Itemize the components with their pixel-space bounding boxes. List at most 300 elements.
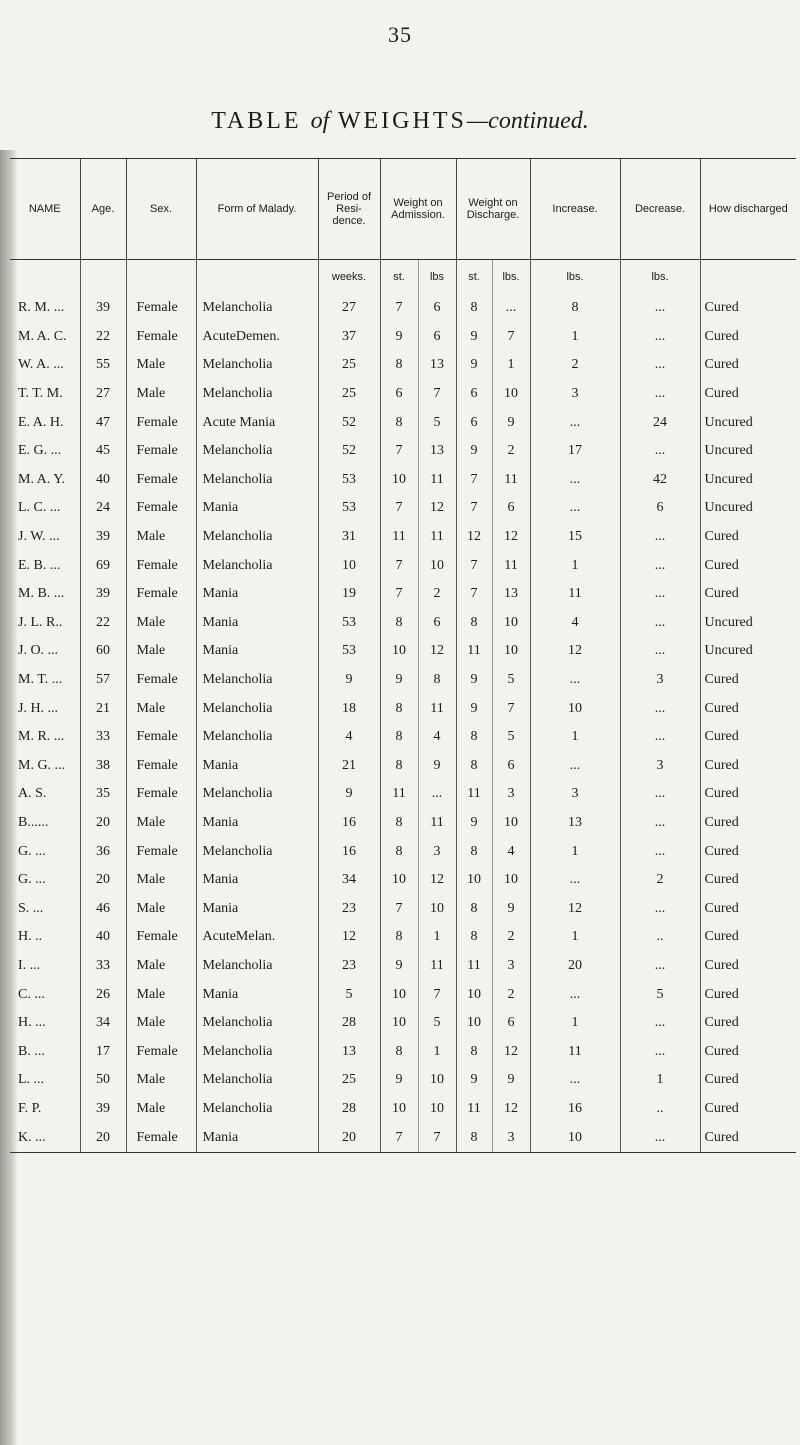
cell-how: Cured (700, 952, 796, 981)
cell-how: Cured (700, 523, 796, 552)
cell-dis-lbs: 10 (492, 866, 530, 895)
cell-adm-st: 9 (380, 666, 418, 695)
cell-age: 57 (80, 666, 126, 695)
cell-how: Cured (700, 980, 796, 1009)
cell-sex: Male (126, 809, 196, 838)
cell-sex: Female (126, 1037, 196, 1066)
cell-dis-lbs: 2 (492, 923, 530, 952)
cell-dis-lbs: 5 (492, 666, 530, 695)
cell-increase: 20 (530, 952, 620, 981)
table-row (10, 323, 796, 352)
cell-adm-lbs: 5 (418, 1009, 456, 1038)
cell-increase: 1 (530, 551, 620, 580)
cell-dis-st: 11 (456, 637, 492, 666)
title-continued: —continued. (466, 108, 589, 134)
cell-sex: Male (126, 866, 196, 895)
cell-name: M. R. ... (18, 729, 65, 745)
cell-age: 33 (80, 952, 126, 981)
cell-form: Melancholia (196, 551, 318, 580)
cell-adm-st: 6 (380, 380, 418, 409)
cell-period: 9 (318, 780, 380, 809)
cell-increase: 13 (530, 809, 620, 838)
cell-increase: 11 (530, 1037, 620, 1066)
cell-name: M. G. ... (18, 757, 66, 773)
cell-sex: Male (126, 952, 196, 981)
cell-dis-lbs: 4 (492, 837, 530, 866)
cell-adm-lbs: 10 (418, 1095, 456, 1124)
cell-age: 39 (80, 523, 126, 552)
cell-name: T. T. M. (18, 386, 63, 402)
cell-adm-lbs: 7 (418, 1123, 456, 1152)
cell-dis-st: 8 (456, 837, 492, 866)
weights-table (10, 158, 796, 1153)
table-row (10, 980, 796, 1009)
cell-decrease: 1 (620, 1066, 700, 1095)
cell-adm-st: 8 (380, 609, 418, 638)
unit-adm-lbs: lbs (418, 260, 456, 295)
cell-how: Cured (700, 1009, 796, 1038)
cell-name: M. T. ... (18, 672, 63, 688)
cell-increase: 1 (530, 723, 620, 752)
cell-dis-st: 12 (456, 523, 492, 552)
cell-sex: Male (126, 609, 196, 638)
page-number: 35 (388, 22, 412, 47)
cell-how: Cured (700, 323, 796, 352)
cell-decrease: .. (620, 1095, 700, 1124)
cell-form: Mania (196, 752, 318, 781)
cell-dis-lbs: 12 (492, 1095, 530, 1124)
cell-how: Uncured (700, 466, 796, 495)
cell-age: 20 (80, 809, 126, 838)
cell-dis-st: 10 (456, 866, 492, 895)
cell-name: M. A. C. (18, 328, 67, 344)
cell-sex: Male (126, 1066, 196, 1095)
cell-dis-st: 8 (456, 294, 492, 323)
cell-dis-st: 10 (456, 980, 492, 1009)
cell-age: 46 (80, 894, 126, 923)
cell-form: Mania (196, 1123, 318, 1152)
cell-decrease: .. (620, 923, 700, 952)
cell-dis-st: 7 (456, 466, 492, 495)
cell-adm-lbs: 11 (418, 523, 456, 552)
cell-name: C. ... (18, 986, 45, 1002)
cell-how: Cured (700, 694, 796, 723)
cell-age: 34 (80, 1009, 126, 1038)
cell-form: Mania (196, 866, 318, 895)
cell-form: Melancholia (196, 723, 318, 752)
cell-dis-st: 11 (456, 952, 492, 981)
table-row (10, 1123, 796, 1152)
cell-name: K. ... (10, 1123, 80, 1152)
cell-adm-st: 8 (380, 752, 418, 781)
header-period: Period of Resi- dence. (318, 159, 380, 260)
cell-dis-lbs: 10 (492, 380, 530, 409)
cell-age: 39 (80, 580, 126, 609)
cell-period: 34 (318, 866, 380, 895)
cell-dis-st: 9 (456, 666, 492, 695)
cell-age: 40 (80, 466, 126, 495)
cell-dis-st: 8 (456, 723, 492, 752)
cell-name: M. A. Y. (18, 471, 66, 487)
cell-adm-lbs: 10 (418, 1066, 456, 1095)
cell-name: H. .. (18, 929, 43, 945)
cell-how: Cured (700, 780, 796, 809)
cell-dis-st: 7 (456, 551, 492, 580)
cell-how: Cured (700, 894, 796, 923)
cell-age: 33 (80, 723, 126, 752)
cell-dis-lbs: 11 (492, 466, 530, 495)
cell-how: Cured (700, 666, 796, 695)
cell-adm-st: 8 (380, 809, 418, 838)
cell-increase: 16 (530, 1095, 620, 1124)
cell-how: Uncured (700, 609, 796, 638)
table-row (10, 752, 796, 781)
cell-period: 53 (318, 494, 380, 523)
cell-dis-st: 11 (456, 1095, 492, 1124)
cell-period: 4 (318, 723, 380, 752)
cell-dis-st: 8 (456, 609, 492, 638)
cell-sex: Female (126, 752, 196, 781)
cell-adm-st: 10 (380, 637, 418, 666)
cell-adm-st: 10 (380, 1095, 418, 1124)
table-row (10, 1009, 796, 1038)
unit-period: weeks. (318, 260, 380, 295)
cell-period: 52 (318, 437, 380, 466)
cell-name: R. M. ... (18, 300, 65, 316)
cell-sex: Male (126, 1009, 196, 1038)
cell-sex: Female (126, 723, 196, 752)
cell-dis-lbs: 7 (492, 323, 530, 352)
cell-adm-st: 7 (380, 1123, 418, 1152)
cell-adm-lbs: 6 (418, 609, 456, 638)
cell-adm-st: 7 (380, 894, 418, 923)
cell-name: J. O. ... (18, 643, 59, 659)
cell-adm-lbs: 10 (418, 551, 456, 580)
cell-adm-lbs: 1 (418, 923, 456, 952)
cell-sex: Female (126, 437, 196, 466)
cell-name: S. ... (18, 900, 44, 916)
cell-adm-st: 8 (380, 923, 418, 952)
cell-dis-lbs: ... (492, 294, 530, 323)
cell-dis-st: 9 (456, 323, 492, 352)
cell-form: Melancholia (196, 380, 318, 409)
header-form: Form of Malady. (196, 159, 318, 260)
table-row (10, 694, 796, 723)
cell-increase: ... (530, 494, 620, 523)
cell-adm-lbs: 8 (418, 666, 456, 695)
cell-adm-lbs: 2 (418, 580, 456, 609)
cell-adm-st: 7 (380, 580, 418, 609)
header-name: NAME (10, 159, 80, 260)
cell-sex: Female (126, 494, 196, 523)
cell-dis-st: 9 (456, 809, 492, 838)
cell-how: Uncured (700, 437, 796, 466)
cell-sex: Male (126, 523, 196, 552)
cell-age: 38 (80, 752, 126, 781)
cell-age: 22 (80, 323, 126, 352)
cell-age: 40 (80, 923, 126, 952)
cell-period: 25 (318, 1066, 380, 1095)
cell-adm-st: 8 (380, 1037, 418, 1066)
cell-adm-st: 10 (380, 466, 418, 495)
cell-increase: 2 (530, 351, 620, 380)
cell-period: 9 (318, 666, 380, 695)
cell-dis-lbs: 9 (492, 408, 530, 437)
cell-dis-lbs: 10 (492, 637, 530, 666)
cell-how: Cured (700, 1066, 796, 1095)
cell-dis-lbs: 6 (492, 494, 530, 523)
page-title (0, 108, 800, 135)
cell-age: 17 (80, 1037, 126, 1066)
table-row (10, 494, 796, 523)
cell-increase: 17 (530, 437, 620, 466)
cell-decrease: ... (620, 294, 700, 323)
cell-adm-st: 10 (380, 980, 418, 1009)
cell-period: 19 (318, 580, 380, 609)
cell-period: 27 (318, 294, 380, 323)
cell-form: Mania (196, 494, 318, 523)
table-row (10, 380, 796, 409)
cell-dis-lbs: 9 (492, 894, 530, 923)
table-row (10, 923, 796, 952)
cell-age: 39 (80, 1095, 126, 1124)
cell-age: 20 (80, 866, 126, 895)
cell-form: Melancholia (196, 1066, 318, 1095)
cell-decrease: ... (620, 580, 700, 609)
cell-how: Cured (700, 551, 796, 580)
cell-dis-st: 9 (456, 1066, 492, 1095)
cell-decrease: ... (620, 1123, 700, 1152)
cell-increase: ... (530, 980, 620, 1009)
cell-dis-lbs: 10 (492, 809, 530, 838)
cell-period: 53 (318, 637, 380, 666)
cell-how: Cured (700, 1123, 796, 1152)
cell-form: Melancholia (196, 294, 318, 323)
cell-sex: Male (126, 894, 196, 923)
cell-decrease: ... (620, 609, 700, 638)
title-main: TABLE (211, 108, 302, 134)
cell-name: M. B. ... (18, 586, 65, 602)
cell-form: Mania (196, 609, 318, 638)
cell-form: Melancholia (196, 437, 318, 466)
cell-adm-lbs: ... (418, 780, 456, 809)
table-body (10, 260, 796, 1153)
cell-how: Cured (700, 923, 796, 952)
cell-name: F. P. (18, 1100, 42, 1116)
cell-increase: ... (530, 466, 620, 495)
header-weight-admission: Weight on Admission. (380, 159, 456, 260)
cell-how: Cured (700, 752, 796, 781)
cell-dis-lbs: 3 (492, 1123, 530, 1152)
cell-decrease: ... (620, 523, 700, 552)
cell-form: AcuteDemen. (196, 323, 318, 352)
cell-adm-lbs: 6 (418, 323, 456, 352)
cell-dis-lbs: 2 (492, 437, 530, 466)
cell-adm-lbs: 6 (418, 294, 456, 323)
cell-period: 5 (318, 980, 380, 1009)
header-weight-discharge: Weight on Discharge. (456, 159, 530, 260)
cell-period: 20 (318, 1123, 380, 1152)
cell-dis-st: 8 (456, 1123, 492, 1152)
cell-sex: Male (126, 694, 196, 723)
cell-form: Mania (196, 894, 318, 923)
cell-name: E. A. H. (18, 414, 64, 430)
cell-dis-lbs: 13 (492, 580, 530, 609)
cell-age: 50 (80, 1066, 126, 1095)
cell-sex: Female (126, 580, 196, 609)
cell-sex: Female (126, 780, 196, 809)
cell-dis-lbs: 7 (492, 694, 530, 723)
cell-form: Mania (196, 580, 318, 609)
cell-form: Melancholia (196, 666, 318, 695)
cell-period: 16 (318, 809, 380, 838)
cell-dis-lbs: 9 (492, 1066, 530, 1095)
cell-adm-lbs: 13 (418, 437, 456, 466)
cell-name: I. ... (18, 957, 41, 973)
cell-adm-st: 9 (380, 952, 418, 981)
cell-dis-st: 11 (456, 780, 492, 809)
cell-decrease: 2 (620, 866, 700, 895)
table-row (10, 294, 796, 323)
cell-increase: ... (530, 866, 620, 895)
cell-name: G. ... (18, 872, 46, 888)
cell-form: Melancholia (196, 952, 318, 981)
cell-name: E. B. ... (18, 557, 61, 573)
cell-increase: 11 (530, 580, 620, 609)
cell-decrease: 6 (620, 494, 700, 523)
cell-increase: 3 (530, 780, 620, 809)
header-sex: Sex. (126, 159, 196, 260)
cell-name: H. ... (18, 1015, 46, 1031)
cell-dis-lbs: 2 (492, 980, 530, 1009)
cell-increase: 4 (530, 609, 620, 638)
table-row (10, 666, 796, 695)
table-row (10, 1095, 796, 1124)
unit-dis-st: st. (456, 260, 492, 295)
cell-age: 20 (80, 1123, 126, 1152)
cell-sex: Male (126, 980, 196, 1009)
cell-age: 27 (80, 380, 126, 409)
cell-decrease: ... (620, 1009, 700, 1038)
cell-name: J. H. ... (18, 700, 59, 716)
cell-adm-lbs: 12 (418, 494, 456, 523)
cell-increase: ... (530, 666, 620, 695)
title-subject: WEIGHTS (337, 108, 467, 134)
cell-decrease: ... (620, 637, 700, 666)
cell-sex: Male (126, 1095, 196, 1124)
unit-adm-st: st. (380, 260, 418, 295)
cell-adm-st: 8 (380, 351, 418, 380)
table-row (10, 723, 796, 752)
cell-adm-st: 9 (380, 1066, 418, 1095)
cell-sex: Female (126, 923, 196, 952)
table-row (10, 551, 796, 580)
cell-adm-st: 10 (380, 1009, 418, 1038)
cell-period: 16 (318, 837, 380, 866)
cell-how: Cured (700, 723, 796, 752)
table-row (10, 1066, 796, 1095)
cell-period: 13 (318, 1037, 380, 1066)
header-row (10, 159, 796, 260)
cell-sex: Female (126, 323, 196, 352)
cell-period: 25 (318, 351, 380, 380)
cell-age: 55 (80, 351, 126, 380)
cell-form: Melancholia (196, 694, 318, 723)
cell-name: L. C. ... (18, 500, 61, 516)
cell-decrease: ... (620, 780, 700, 809)
cell-decrease: ... (620, 437, 700, 466)
cell-dis-lbs: 3 (492, 780, 530, 809)
cell-decrease: ... (620, 694, 700, 723)
cell-adm-lbs: 11 (418, 694, 456, 723)
cell-adm-lbs: 10 (418, 894, 456, 923)
cell-how: Cured (700, 837, 796, 866)
cell-adm-lbs: 11 (418, 466, 456, 495)
cell-age: 39 (80, 294, 126, 323)
cell-form: Melancholia (196, 1037, 318, 1066)
cell-dis-lbs: 12 (492, 523, 530, 552)
cell-period: 21 (318, 752, 380, 781)
unit-decrease: lbs. (620, 260, 700, 295)
cell-form: Melancholia (196, 351, 318, 380)
cell-name: A. S. (18, 786, 47, 802)
cell-decrease: 24 (620, 408, 700, 437)
cell-increase: 1 (530, 837, 620, 866)
cell-decrease: 42 (620, 466, 700, 495)
cell-decrease: ... (620, 952, 700, 981)
cell-form: Melancholia (196, 837, 318, 866)
cell-dis-st: 6 (456, 408, 492, 437)
cell-adm-lbs: 7 (418, 380, 456, 409)
cell-sex: Female (126, 408, 196, 437)
cell-adm-lbs: 1 (418, 1037, 456, 1066)
cell-period: 52 (318, 408, 380, 437)
cell-dis-lbs: 11 (492, 551, 530, 580)
cell-adm-lbs: 12 (418, 637, 456, 666)
cell-period: 53 (318, 466, 380, 495)
cell-period: 12 (318, 923, 380, 952)
cell-form: Melancholia (196, 1095, 318, 1124)
cell-age: 21 (80, 694, 126, 723)
cell-dis-st: 6 (456, 380, 492, 409)
cell-form: Melancholia (196, 1009, 318, 1038)
cell-adm-st: 7 (380, 551, 418, 580)
table-row (10, 637, 796, 666)
cell-form: Mania (196, 809, 318, 838)
cell-age: 35 (80, 780, 126, 809)
table-row (10, 894, 796, 923)
cell-adm-lbs: 3 (418, 837, 456, 866)
cell-increase: 3 (530, 380, 620, 409)
table-row (10, 466, 796, 495)
cell-age: 45 (80, 437, 126, 466)
cell-form: Melancholia (196, 780, 318, 809)
cell-how: Cured (700, 809, 796, 838)
cell-form: Melancholia (196, 523, 318, 552)
cell-decrease: ... (620, 1037, 700, 1066)
cell-name: G. ... (18, 843, 46, 859)
cell-dis-st: 7 (456, 580, 492, 609)
cell-decrease: ... (620, 351, 700, 380)
cell-period: 23 (318, 952, 380, 981)
cell-sex: Female (126, 551, 196, 580)
table-row (10, 580, 796, 609)
table-row (10, 408, 796, 437)
cell-form: Mania (196, 980, 318, 1009)
cell-decrease: ... (620, 551, 700, 580)
cell-dis-st: 8 (456, 752, 492, 781)
cell-adm-lbs: 4 (418, 723, 456, 752)
